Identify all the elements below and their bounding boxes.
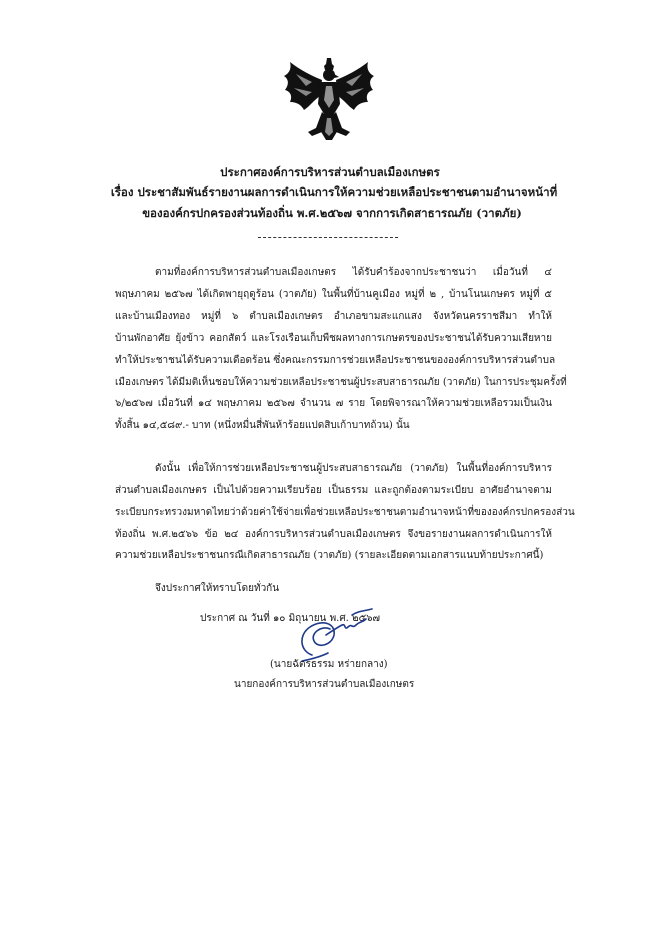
announcement-title: ประกาศองค์การบริหารส่วนตำบลเมืองเกษตร (220, 165, 440, 179)
paragraph-2-line: ระเบียบกระทรวงมหาดไทยว่าด้วยค่าใช้จ่ายเพื่อช่วยเหลือประชาชนตามอำนาจหน้าที่ขององค์กรปกครองส่วน (115, 507, 575, 518)
paragraph-1-line: ๖/๒๕๖๗ เมื่อวันที่ ๑๔ พฤษภาคม ๒๕๖๗ จำนวน ๗ ราย โดยพิจารณาให้ความช่วยเหลือรวมเป็นเงิน (115, 398, 552, 409)
paragraph-2-line: ส่วนตำบลเมืองเกษตร เป็นไปด้วยความเรียบร้อย เป็นธรรม และถูกต้องตามระเบียบ อาศัยอำนาจตาม (115, 485, 552, 496)
subject-line-2: ขององค์กรปกครองส่วนท้องถิ่น พ.ศ.๒๕๖๗ จากการเกิดสาธารณภัย (วาตภัย) (142, 206, 522, 220)
paragraph-2-line: ท้องถิ่น พ.ศ.๒๕๖๖ ข้อ ๒๔ องค์การบริหารส่วนตำบลเมืองเกษตร จึงขอรายงานผลการดำเนินการให้ (115, 529, 552, 540)
paragraph-1-line: ตามที่องค์การบริหารส่วนตำบลเมืองเกษตร ได้รับคำร้องจากประชาชนว่า เมื่อวันที่ ๔ (155, 267, 552, 278)
paragraph-1-line: บ้านพักอาศัย ยุ้งข้าว คอกสัตว์ และโรงเรือนเก็บพืชผลทางการเกษตรของประชาชนได้รับความเสียหาย (115, 333, 552, 344)
paragraph-1-line: ทั้งสิ้น ๑๔,๕๘๙.- บาท (หนึ่งหมื่นสี่พันห้าร้อยแปดสิบเก้าบาทถ้วน) นั้น (115, 420, 410, 431)
signatory-position: นายกองค์การบริหารส่วนตำบลเมืองเกษตร (234, 679, 415, 690)
paragraph-1-line: พฤษภาคม ๒๕๖๗ ได้เกิดพายุฤดูร้อน (วาตภัย) ในพื้นที่บ้านคูเมือง หมู่ที่ ๒ , บ้านโนนเกษตร หมู่ที่ ๕ (115, 289, 552, 300)
paragraph-1-line: ทำให้ประชาชนได้รับความเดือดร้อน ซึ่งคณะกรรมการช่วยเหลือประชาชนขององค์การบริหารส่วนตำบล (115, 355, 556, 366)
dashed-divider (258, 237, 398, 238)
garuda-emblem-icon (282, 56, 376, 142)
paragraph-2-line: ความช่วยเหลือประชาชนกรณีเกิดสาธารณภัย (วาตภัย) (รายละเอียดตามเอกสารแนบท้ายประกาศนี้) (115, 550, 544, 561)
signatory-name: (นายฉัตรธรรม หร่ายกลาง) (270, 659, 388, 670)
signature-icon (292, 605, 378, 665)
paragraph-1-line: เมืองเกษตร ได้มีมติเห็นชอบให้ความช่วยเหลือประชาชนผู้ประสบสาธารณภัย (วาตภัย) ในการประชุมครั้งที่ (115, 377, 567, 388)
paragraph-1-line: และบ้านเมืองทอง หมู่ที่ ๖ ตำบลเมืองเกษตร อำเภอขามสะแกแสง จังหวัดนครราชสีมา ทำให้ (115, 311, 552, 322)
paragraph-2-line: ดังนั้น เพื่อให้การช่วยเหลือประชาชนผู้ประสบสาธารณภัย (วาตภัย) ในพื้นที่องค์การบริหาร (155, 463, 552, 474)
subject-line-1: เรื่อง ประชาสัมพันธ์รายงานผลการดำเนินการให้ความช่วยเหลือประชาชนตามอำนาจหน้าที่ (110, 185, 558, 199)
announcement-date: ประกาศ ณ วันที่ ๑๐ มิถุนายน พ.ศ. ๒๕๖๗ (200, 613, 381, 624)
closing-statement: จึงประกาศให้ทราบโดยทั่วกัน (155, 583, 280, 594)
